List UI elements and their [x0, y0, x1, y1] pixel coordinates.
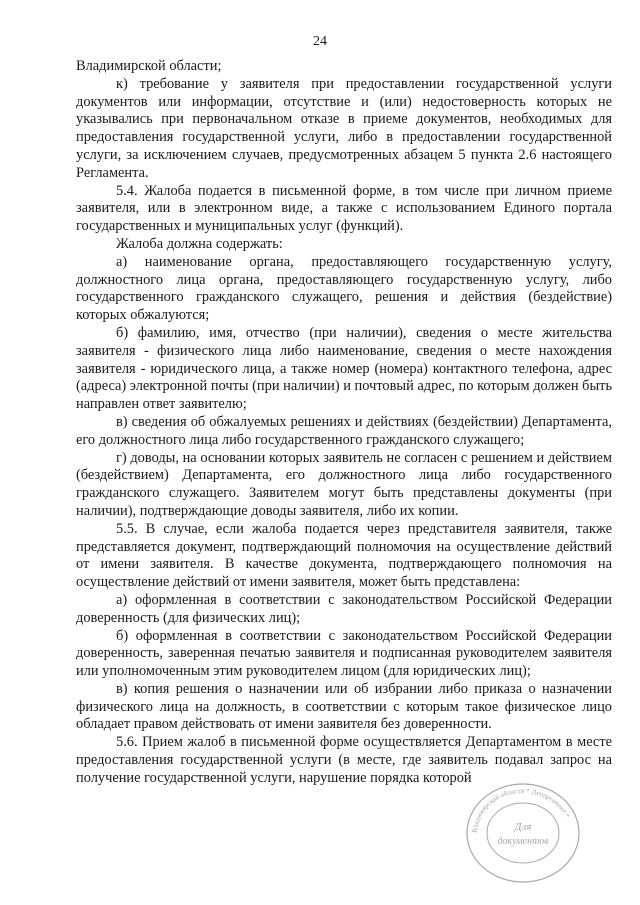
page-number: 24: [313, 34, 327, 49]
paragraph-item-a: а) наименование органа, предоставляющего государственную услугу, должностного лица органа, предоставляющего государственную услугу, либо государственного гражданского служащего, решения и действия (бездействие) которых обжалуются;: [76, 253, 612, 324]
paragraph-5-5-b: б) оформленная в соответствии с законодательством Российской Федерации доверенность, заверенная печатью заявителя и подписанная руководителем заявителя или уполномоченным этим руководителем лицом (для юридических лиц);: [76, 627, 612, 680]
paragraph-5-5-a: а) оформленная в соответствии с законодательством Российской Федерации доверенность (для физических лиц);: [76, 591, 612, 626]
paragraph-5-5: 5.5. В случае, если жалоба подается через представителя заявителя, также представляется документ, подтверждающий полномочия на осуществление действий от имени заявителя. В качестве документа, подтверждающего полномочия на осуществление действий от имени заявителя, может быть представлена:: [76, 520, 612, 591]
paragraph-5-6: 5.6. Прием жалоб в письменной форме осуществляется Департаментом в месте предоставления государственной услуги (в месте, где заявитель подавал запрос на получение государственной услуги, нарушение порядка которой: [76, 734, 612, 786]
paragraph-item-g: г) доводы, на основании которых заявитель не согласен с решением и действием (бездействием) Департамента, его должностного лица либо государственного гражданского служащего. Заявителем могут быть представлены документы (при наличии), подтверждающие доводы заявителя, либо их копии.: [76, 449, 612, 519]
paragraph-complaint-contents: Жалоба должна содержать:: [116, 235, 283, 252]
paragraph-item-b: б) фамилию, имя, отчество (при наличии), сведения о месте жительства заявителя - физического лица либо наименование, сведения о месте нахождения заявителя - юридического лица, а также номер (номера) контактного телефона, адрес (адреса) электронной почты (при наличии) и почтовый адрес, по которым должен быть направлен ответ заявителю;: [76, 324, 613, 413]
official-stamp-icon: [462, 780, 584, 886]
stamp-center-text-2: документов: [497, 836, 549, 847]
paragraph-item-k: к) требование у заявителя при предоставлении государственной услуги документов или информации, отсутствие и (или) недостоверность которых не указывались при первоначальном отказе в приеме документов, необходимых для предоставления государственной услуги, либо в предоставлении государственной услуги, за исключением случаев, предусмотренных абзацем 5 пункта 2.6 настоящего Регламента.: [76, 75, 612, 181]
stamp-ring-text: Владимирской области * Департамент *: [470, 786, 572, 834]
document-body: [76, 58, 612, 788]
stamp-center-text-1: Для: [514, 821, 532, 833]
paragraph-item-v: в) сведения об обжалуемых решениях и действиях (бездействии) Департамента, его должностного лица либо государственного гражданского служащего;: [76, 413, 612, 448]
paragraph-5-4: 5.4. Жалоба подается в письменной форме, в том числе при личном приеме заявителя, или в электронном виде, а также с использованием Единого портала государственных и муниципальных услуг (функций).: [76, 182, 612, 235]
paragraph-5-5-v: в) копия решения о назначении или об избрании либо приказа о назначении физического лица на должность, в соответствии с которым такое физическое лицо обладает правом действовать от имени заявителя без доверенности.: [76, 680, 612, 733]
paragraph-region-line: Владимирской области;: [76, 58, 222, 74]
